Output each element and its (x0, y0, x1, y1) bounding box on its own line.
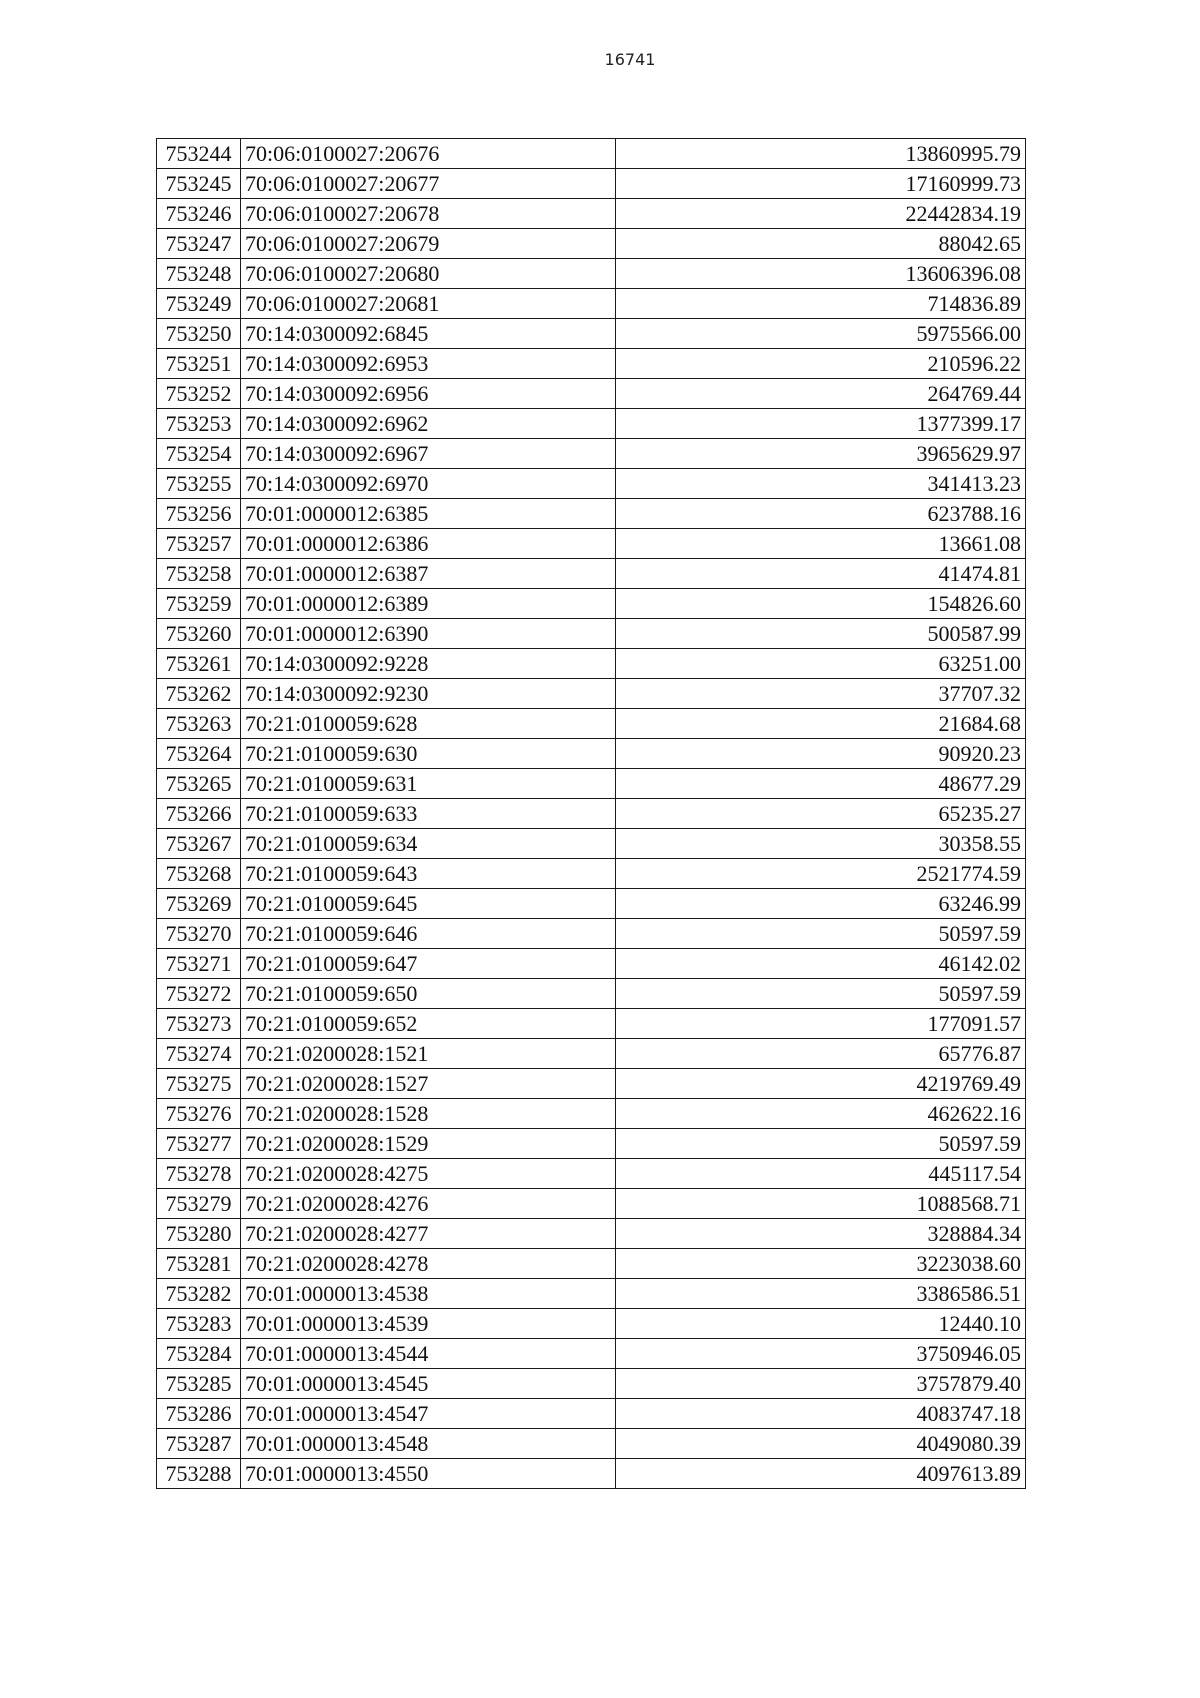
cadastral-number-cell: 70:21:0100059:633 (241, 799, 616, 829)
row-number-cell: 753284 (157, 1339, 241, 1369)
row-number-cell: 753249 (157, 289, 241, 319)
cadastral-number-cell: 70:21:0100059:634 (241, 829, 616, 859)
cadastral-number-cell: 70:21:0100059:630 (241, 739, 616, 769)
cadastral-number-cell: 70:21:0200028:1528 (241, 1099, 616, 1129)
table-row (157, 559, 1026, 589)
table-row (157, 1159, 1026, 1189)
cadastral-value-cell: 1088568.71 (616, 1189, 1026, 1219)
table-row (157, 349, 1026, 379)
table-row (157, 859, 1026, 889)
row-number-cell: 753246 (157, 199, 241, 229)
page-number: 16741 (604, 50, 656, 69)
table-row (157, 1279, 1026, 1309)
cadastral-number-cell: 70:14:0300092:6970 (241, 469, 616, 499)
row-number-cell: 753274 (157, 1039, 241, 1069)
table-row (157, 949, 1026, 979)
cadastral-value-cell: 623788.16 (616, 499, 1026, 529)
row-number-cell: 753245 (157, 169, 241, 199)
cadastral-value-cell: 88042.65 (616, 229, 1026, 259)
cadastral-number-cell: 70:21:0200028:1529 (241, 1129, 616, 1159)
table-row (157, 1309, 1026, 1339)
cadastral-value-cell: 50597.59 (616, 1129, 1026, 1159)
cadastral-value-cell: 13661.08 (616, 529, 1026, 559)
cadastral-number-cell: 70:21:0200028:4278 (241, 1249, 616, 1279)
row-number-cell: 753281 (157, 1249, 241, 1279)
cadastral-number-cell: 70:01:0000012:6389 (241, 589, 616, 619)
row-number-cell: 753258 (157, 559, 241, 589)
row-number-cell: 753244 (157, 139, 241, 169)
row-number-cell: 753283 (157, 1309, 241, 1339)
table-row (157, 499, 1026, 529)
cadastral-number-cell: 70:01:0000013:4544 (241, 1339, 616, 1369)
table-row (157, 259, 1026, 289)
table-row (157, 319, 1026, 349)
row-number-cell: 753287 (157, 1429, 241, 1459)
table-row (157, 979, 1026, 1009)
table-row (157, 769, 1026, 799)
row-number-cell: 753260 (157, 619, 241, 649)
cadastral-number-cell: 70:21:0200028:4275 (241, 1159, 616, 1189)
row-number-cell: 753282 (157, 1279, 241, 1309)
row-number-cell: 753280 (157, 1219, 241, 1249)
row-number-cell: 753285 (157, 1369, 241, 1399)
table-row (157, 169, 1026, 199)
row-number-cell: 753255 (157, 469, 241, 499)
table-row (157, 469, 1026, 499)
cadastral-value-cell: 13860995.79 (616, 139, 1026, 169)
row-number-cell: 753248 (157, 259, 241, 289)
cadastral-value-cell: 50597.59 (616, 919, 1026, 949)
cadastral-number-cell: 70:01:0000013:4548 (241, 1429, 616, 1459)
row-number-cell: 753272 (157, 979, 241, 1009)
cadastral-number-cell: 70:06:0100027:20679 (241, 229, 616, 259)
table-row (157, 889, 1026, 919)
cadastral-number-cell: 70:14:0300092:6845 (241, 319, 616, 349)
table-row (157, 199, 1026, 229)
table-row (157, 649, 1026, 679)
cadastral-number-cell: 70:21:0200028:4276 (241, 1189, 616, 1219)
cadastral-value-cell: 210596.22 (616, 349, 1026, 379)
table-row (157, 1009, 1026, 1039)
cadastral-value-cell: 30358.55 (616, 829, 1026, 859)
cadastral-value-cell: 1377399.17 (616, 409, 1026, 439)
row-number-cell: 753250 (157, 319, 241, 349)
cadastral-value-cell: 177091.57 (616, 1009, 1026, 1039)
row-number-cell: 753262 (157, 679, 241, 709)
cadastral-value-cell: 4083747.18 (616, 1399, 1026, 1429)
cadastral-number-cell: 70:01:0000013:4550 (241, 1459, 616, 1489)
table-row (157, 409, 1026, 439)
cadastral-value-cell: 4219769.49 (616, 1069, 1026, 1099)
cadastral-value-table (156, 138, 1026, 1489)
table-row (157, 1069, 1026, 1099)
row-number-cell: 753257 (157, 529, 241, 559)
cadastral-number-cell: 70:14:0300092:9230 (241, 679, 616, 709)
table-row (157, 739, 1026, 769)
row-number-cell: 753286 (157, 1399, 241, 1429)
table-row (157, 289, 1026, 319)
cadastral-number-cell: 70:21:0100059:646 (241, 919, 616, 949)
cadastral-number-cell: 70:21:0200028:4277 (241, 1219, 616, 1249)
row-number-cell: 753259 (157, 589, 241, 619)
row-number-cell: 753252 (157, 379, 241, 409)
cadastral-number-cell: 70:21:0200028:1527 (241, 1069, 616, 1099)
row-number-cell: 753266 (157, 799, 241, 829)
table-row (157, 379, 1026, 409)
cadastral-value-cell: 50597.59 (616, 979, 1026, 1009)
cadastral-value-cell: 3965629.97 (616, 439, 1026, 469)
cadastral-number-cell: 70:14:0300092:6967 (241, 439, 616, 469)
row-number-cell: 753247 (157, 229, 241, 259)
cadastral-value-cell: 41474.81 (616, 559, 1026, 589)
cadastral-value-cell: 328884.34 (616, 1219, 1026, 1249)
row-number-cell: 753253 (157, 409, 241, 439)
cadastral-value-cell: 3386586.51 (616, 1279, 1026, 1309)
row-number-cell: 753268 (157, 859, 241, 889)
row-number-cell: 753263 (157, 709, 241, 739)
cadastral-number-cell: 70:14:0300092:6962 (241, 409, 616, 439)
row-number-cell: 753254 (157, 439, 241, 469)
cadastral-number-cell: 70:21:0100059:631 (241, 769, 616, 799)
cadastral-number-cell: 70:14:0300092:6956 (241, 379, 616, 409)
table-row (157, 1189, 1026, 1219)
table-row (157, 529, 1026, 559)
table-row (157, 1369, 1026, 1399)
row-number-cell: 753261 (157, 649, 241, 679)
table-row (157, 1429, 1026, 1459)
table-row (157, 439, 1026, 469)
table-row (157, 619, 1026, 649)
row-number-cell: 753265 (157, 769, 241, 799)
table-row (157, 1459, 1026, 1489)
cadastral-value-cell: 3223038.60 (616, 1249, 1026, 1279)
cadastral-value-cell: 12440.10 (616, 1309, 1026, 1339)
cadastral-value-cell: 37707.32 (616, 679, 1026, 709)
cadastral-value-cell: 462622.16 (616, 1099, 1026, 1129)
cadastral-number-cell: 70:01:0000013:4545 (241, 1369, 616, 1399)
cadastral-number-cell: 70:21:0100059:650 (241, 979, 616, 1009)
cadastral-number-cell: 70:21:0100059:628 (241, 709, 616, 739)
cadastral-number-cell: 70:21:0100059:652 (241, 1009, 616, 1039)
cadastral-number-cell: 70:01:0000013:4538 (241, 1279, 616, 1309)
row-number-cell: 753264 (157, 739, 241, 769)
table-body (157, 139, 1026, 1489)
cadastral-value-cell: 2521774.59 (616, 859, 1026, 889)
cadastral-number-cell: 70:21:0100059:647 (241, 949, 616, 979)
table-row (157, 799, 1026, 829)
table-row (157, 829, 1026, 859)
cadastral-value-cell: 63251.00 (616, 649, 1026, 679)
cadastral-value-cell: 3757879.40 (616, 1369, 1026, 1399)
row-number-cell: 753279 (157, 1189, 241, 1219)
cadastral-number-cell: 70:06:0100027:20677 (241, 169, 616, 199)
cadastral-number-cell: 70:06:0100027:20680 (241, 259, 616, 289)
table-row (157, 919, 1026, 949)
cadastral-value-cell: 17160999.73 (616, 169, 1026, 199)
cadastral-value-cell: 500587.99 (616, 619, 1026, 649)
table-row (157, 709, 1026, 739)
cadastral-value-cell: 445117.54 (616, 1159, 1026, 1189)
cadastral-value-cell: 13606396.08 (616, 259, 1026, 289)
table-row (157, 1099, 1026, 1129)
row-number-cell: 753269 (157, 889, 241, 919)
cadastral-value-cell: 3750946.05 (616, 1339, 1026, 1369)
table-row (157, 1249, 1026, 1279)
row-number-cell: 753275 (157, 1069, 241, 1099)
table-row (157, 1039, 1026, 1069)
cadastral-number-cell: 70:01:0000012:6385 (241, 499, 616, 529)
table-row (157, 1129, 1026, 1159)
cadastral-value-cell: 65235.27 (616, 799, 1026, 829)
row-number-cell: 753256 (157, 499, 241, 529)
row-number-cell: 753267 (157, 829, 241, 859)
row-number-cell: 753276 (157, 1099, 241, 1129)
table-row (157, 139, 1026, 169)
cadastral-number-cell: 70:06:0100027:20678 (241, 199, 616, 229)
cadastral-value-cell: 46142.02 (616, 949, 1026, 979)
row-number-cell: 753270 (157, 919, 241, 949)
cadastral-value-cell: 63246.99 (616, 889, 1026, 919)
table-row (157, 589, 1026, 619)
cadastral-number-cell: 70:01:0000013:4547 (241, 1399, 616, 1429)
row-number-cell: 753288 (157, 1459, 241, 1489)
table-row (157, 679, 1026, 709)
row-number-cell: 753277 (157, 1129, 241, 1159)
cadastral-number-cell: 70:01:0000013:4539 (241, 1309, 616, 1339)
cadastral-value-cell: 65776.87 (616, 1039, 1026, 1069)
cadastral-value-cell: 5975566.00 (616, 319, 1026, 349)
cadastral-value-cell: 21684.68 (616, 709, 1026, 739)
table-row (157, 229, 1026, 259)
cadastral-number-cell: 70:06:0100027:20676 (241, 139, 616, 169)
cadastral-value-cell: 4049080.39 (616, 1429, 1026, 1459)
row-number-cell: 753278 (157, 1159, 241, 1189)
cadastral-number-cell: 70:14:0300092:9228 (241, 649, 616, 679)
cadastral-number-cell: 70:01:0000012:6387 (241, 559, 616, 589)
row-number-cell: 753271 (157, 949, 241, 979)
cadastral-number-cell: 70:01:0000012:6390 (241, 619, 616, 649)
cadastral-value-cell: 90920.23 (616, 739, 1026, 769)
table-row (157, 1399, 1026, 1429)
cadastral-value-cell: 341413.23 (616, 469, 1026, 499)
cadastral-number-cell: 70:21:0100059:643 (241, 859, 616, 889)
cadastral-number-cell: 70:01:0000012:6386 (241, 529, 616, 559)
cadastral-value-cell: 264769.44 (616, 379, 1026, 409)
cadastral-value-cell: 714836.89 (616, 289, 1026, 319)
table-row (157, 1219, 1026, 1249)
cadastral-value-cell: 154826.60 (616, 589, 1026, 619)
row-number-cell: 753273 (157, 1009, 241, 1039)
cadastral-value-cell: 48677.29 (616, 769, 1026, 799)
cadastral-number-cell: 70:06:0100027:20681 (241, 289, 616, 319)
cadastral-value-cell: 22442834.19 (616, 199, 1026, 229)
row-number-cell: 753251 (157, 349, 241, 379)
cadastral-value-cell: 4097613.89 (616, 1459, 1026, 1489)
cadastral-number-cell: 70:21:0200028:1521 (241, 1039, 616, 1069)
cadastral-number-cell: 70:21:0100059:645 (241, 889, 616, 919)
cadastral-number-cell: 70:14:0300092:6953 (241, 349, 616, 379)
table-row (157, 1339, 1026, 1369)
